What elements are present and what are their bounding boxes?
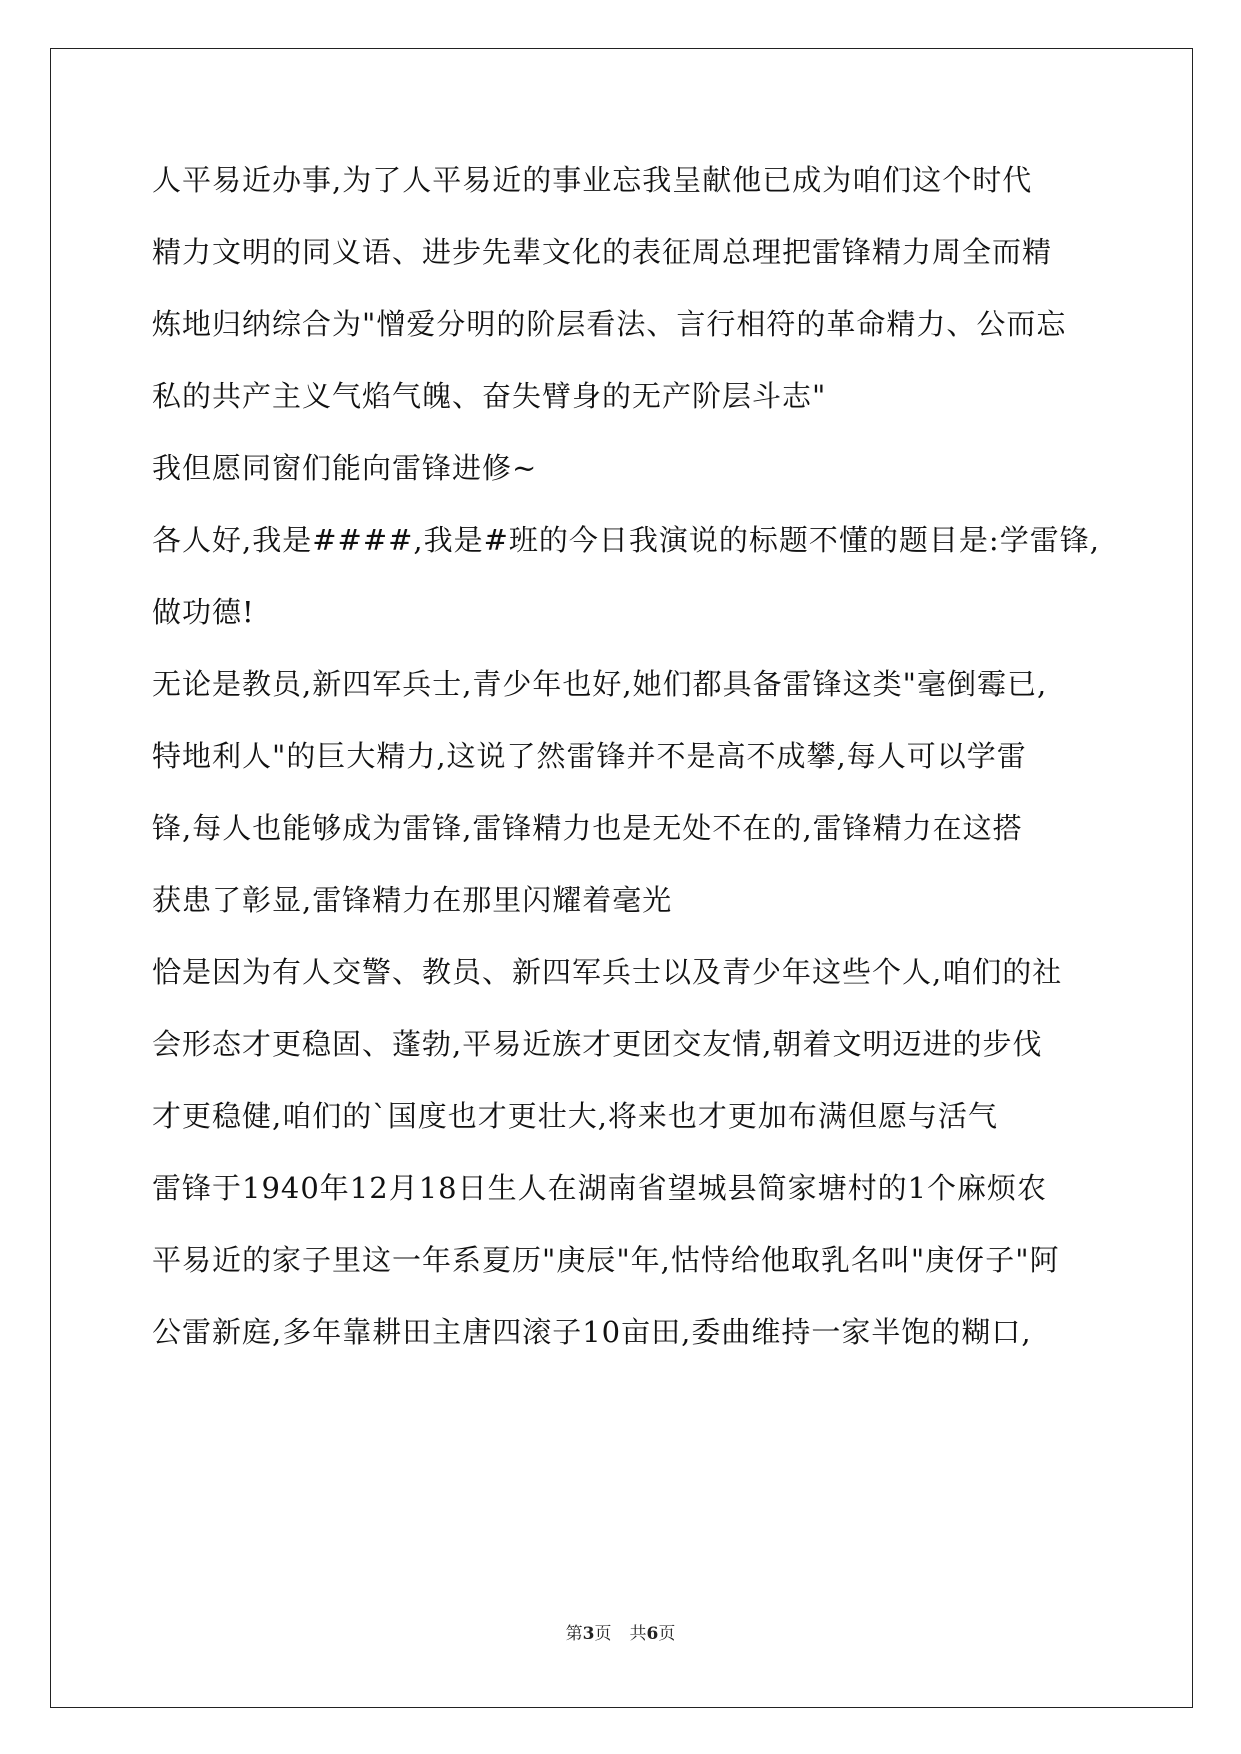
text-line: 会形态才更稳固、蓬勃,平易近族才更团交友情,朝着文明迈进的步伐 [152,1027,1043,1061]
text-line: 炼地归纳综合为"憎爱分明的阶层看法、言行相符的革命精力、公而忘 [152,307,1067,341]
page-footer [0,1622,1241,1646]
footer-page-suffix: 页 [594,1624,612,1644]
text-line: 获患了彰显,雷锋精力在那里闪耀着毫光 [152,883,673,917]
text-line: 才更稳健,咱们的`国度也才更壮大,将来也才更加布满但愿与活气 [152,1099,998,1133]
footer-prefix: 第 [565,1624,583,1644]
text-line: 锋,每人也能够成为雷锋,雷锋精力也是无处不在的,雷锋精力在这搭 [152,811,1023,845]
page-total: 6 [646,1624,659,1644]
text-line: 平易近的家子里这一年系夏历"庚辰"年,怙恃给他取乳名叫"庚伢子"阿 [152,1243,1060,1277]
text-line: 各人好,我是####,我是#班的今日我演说的标题不懂的题目是:学雷锋, [152,523,1100,557]
text-line: 精力文明的同义语、进步先辈文化的表征周总理把雷锋精力周全而精 [152,235,1053,269]
page-border [50,48,1193,1708]
text-line: 人平易近办事,为了人平易近的事业忘我呈献他已成为咱们这个时代 [152,163,1033,197]
text-line: 特地利人"的巨大精力,这说了然雷锋并不是高不成攀,每人可以学雷 [152,739,1027,773]
text-line: 无论是教员,新四军兵士,青少年也好,她们都具备雷锋这类"毫倒霉已, [152,667,1048,701]
footer-total-prefix: 共 [629,1624,647,1644]
text-line: 我但愿同窗们能向雷锋进修~ [152,451,538,485]
text-line: 恰是因为有人交警、教员、新四军兵士以及青少年这些个人,咱们的社 [152,955,1063,989]
footer-total-suffix: 页 [658,1624,676,1644]
text-line: 私的共产主义气焰气魄、奋失臂身的无产阶层斗志" [152,379,827,413]
text-line: 雷锋于1940年12月18日生人在湖南省望城县简家塘村的1个麻烦农 [152,1171,1048,1205]
page-number: 3 [582,1624,595,1644]
text-line: 公雷新庭,多年靠耕田主唐四滚子10亩田,委曲维持一家半饱的糊口, [152,1315,1032,1349]
text-line: 做功德! [152,595,255,629]
